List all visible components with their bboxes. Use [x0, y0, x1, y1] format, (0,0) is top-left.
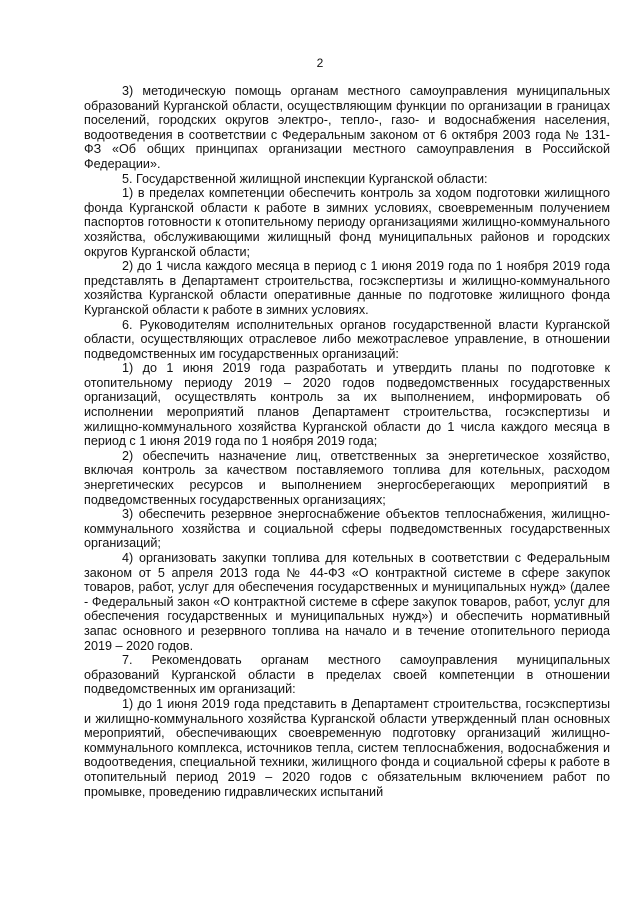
paragraph-6-2: 2) обеспечить назначение лиц, ответственных за энергетическое хозяйство, включая контроль за качеством поставляемого топлива для котельных, расходом энергетических ресурсов и выполнением энергосберегающих мероприятий в подведомственных государственных организациях;	[84, 448, 610, 507]
paragraph-5-1: 1) в пределах компетенции обеспечить контроль за ходом подготовки жилищного фонда Курганской области к работе в зимних условиях, своевременным получением паспортов готовности к отопительному периоду организациями жилищно-коммунального хозяйства, обслуживающими жилищный фонд муниципальных районов и городских округов Курганской области;	[84, 186, 610, 259]
paragraph-6-4: 4) организовать закупки топлива для котельных в соответствии с Федеральным законом от 5 апреля 2013 года № 44-ФЗ «О контрактной системе в сфере закупок товаров, работ, услуг для обеспечения государственных и муниципальных нужд» (далее - Федеральный закон «О контрактной системе в сфере закупок товаров, работ, услуг для обеспечения государственных и муниципальных нужд») и обеспечить нормативный запас основного и резервного топлива на начало и в течение отопительного периода 2019 – 2020 годов.	[84, 551, 610, 653]
paragraph-3-methodical-help: 3) методическую помощь органам местного самоуправления муниципальных образований Курганской области, осуществляющим функции по организации в границах поселений, городских округов электро-, тепло-, газо- и водоснабжения населения, водоотведения в соответствии с Федеральным законом от 6 октября 2003 года № 131-ФЗ «Об общих принципах организации местного самоуправления в Российской Федерации».	[84, 84, 610, 171]
paragraph-6-3: 3) обеспечить резервное энергоснабжение объектов теплоснабжения, жилищно-коммунального хозяйства и социальной сферы подведомственных государственных организаций;	[84, 507, 610, 551]
page-number: 2	[316, 56, 324, 70]
section-5-heading: 5. Государственной жилищной инспекции Курганской области:	[122, 171, 488, 186]
paragraph-7-1: 1) до 1 июня 2019 года представить в Департамент строительства, госэкспертизы и жилищно-коммунального хозяйства Курганской области утвержденный план основных мероприятий, обеспечивающих своевременную подготовку организаций жилищно-коммунального комплекса, источников тепла, систем теплоснабжения, водоснабжения и водоотведения, специальной техники, жилищного фонда и социальной сферы к работе в отопительный период 2019 – 2020 годов с обязательным включением работ по промывке, проведению гидравлических испытаний	[84, 696, 610, 799]
section-6-heading: 6. Руководителям исполнительных органов государственной власти Курганской области, осуществляющих отраслевое либо межотраслевое управление, в отношении подведомственных им государственных организаций:	[84, 317, 610, 361]
paragraph-5-2: 2) до 1 числа каждого месяца в период с 1 июня 2019 года по 1 ноября 2019 года представлять в Департамент строительства, госэкспертизы и жилищно-коммунального хозяйства Курганской области оперативные данные по подготовке жилищного фонда Курганской области к работе в зимних условиях.	[84, 259, 610, 317]
section-7-heading: 7. Рекомендовать органам местного самоуправления муниципальных образований Курганской области в пределах своей компетенции в отношении подведомственных им организаций:	[84, 653, 610, 697]
document-body	[84, 84, 610, 799]
paragraph-6-1: 1) до 1 июня 2019 года разработать и утвердить планы по подготовке к отопительному периоду 2019 – 2020 годов подведомственных государственных организаций, осуществлять контроль за их выполнением, информировать об исполнении мероприятий планов Департамент строительства, госэкспертизы и жилищно-коммунального хозяйства Курганской области до 1 числа каждого месяца в период с 1 июня 2019 года по 1 ноября 2019 года;	[84, 361, 610, 449]
